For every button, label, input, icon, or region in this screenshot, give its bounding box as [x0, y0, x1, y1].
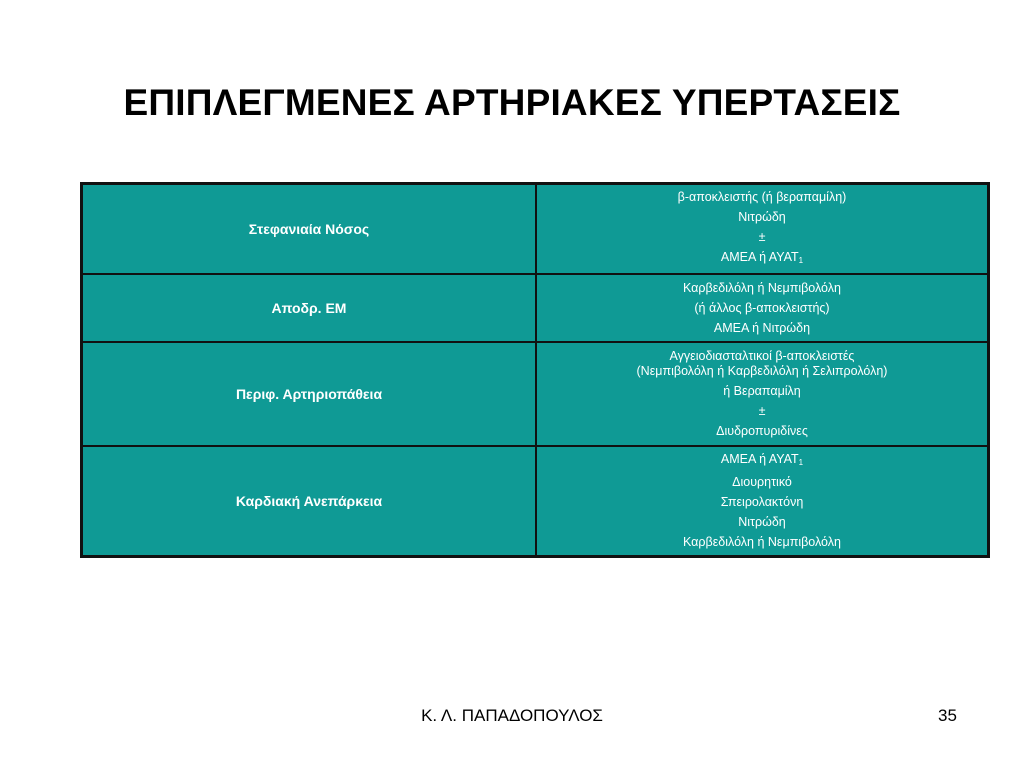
drug-line: Καρβεδιλόλη ή Νεμπιβολόλη [683, 280, 841, 295]
drugs-cell [536, 274, 989, 342]
drug-line-with-subscript [541, 452, 983, 470]
drug-line: Αγγειοδιασταλτικοί β-αποκλειστές [669, 349, 855, 363]
condition-cell: Αποδρ. ΕΜ [82, 274, 537, 342]
drug-line: β-αποκλειστής (ή βεραπαμίλη) [677, 190, 847, 204]
subscript: 1 [798, 256, 804, 265]
drug-line: Νιτρώδη [738, 515, 786, 529]
drug-line: ± [758, 404, 766, 418]
therapy-table [80, 182, 990, 558]
drug-line: ± [758, 230, 766, 244]
drugs-cell [536, 446, 989, 557]
drug-line: ή Βεραπαμίλη [723, 384, 801, 398]
drug-text: ΑΜΕΑ ή ΑΥΑΤ [720, 452, 799, 466]
condition-cell: Καρδιακή Ανεπάρκεια [82, 446, 537, 557]
slide-title: ΕΠΙΠΛΕΓΜΕΝΕΣ ΑΡΤΗΡΙΑΚΕΣ ΥΠΕΡΤΑΣΕΙΣ [123, 82, 901, 123]
drug-line-with-subscript [541, 250, 983, 268]
page-number: 35 [938, 706, 957, 725]
table-row [82, 274, 989, 342]
drug-line: (ή άλλος β-αποκλειστής) [694, 300, 830, 315]
drug-line: Καρβεδιλόλη ή Νεμπιβολόλη [683, 535, 841, 549]
footer-author: Κ. Λ. ΠΑΠΑΔΟΠΟΥΛΟΣ [421, 706, 603, 725]
drug-text: ΑΜΕΑ ή ΑΥΑΤ [720, 250, 799, 264]
drug-line: ΑΜΕΑ ή Νιτρώδη [713, 320, 811, 335]
condition-cell: Περιφ. Αρτηριοπάθεια [82, 342, 537, 446]
condition-cell: Στεφανιαία Νόσος [82, 184, 537, 275]
table-row [82, 342, 989, 446]
table-row [82, 446, 989, 557]
drug-line: Σπειρολακτόνη [720, 495, 804, 509]
table-row [82, 184, 989, 275]
drugs-cell [536, 184, 989, 275]
drug-line: Νιτρώδη [738, 210, 786, 224]
drug-line: Διουρητικό [732, 475, 792, 489]
drug-line: (Νεμπιβολόλη ή Καρβεδιλόλη ή Σελιπρολόλη) [636, 364, 888, 378]
drug-line: Διυδροπυριδίνες [716, 424, 808, 438]
drugs-cell [536, 342, 989, 446]
subscript: 1 [798, 458, 804, 467]
